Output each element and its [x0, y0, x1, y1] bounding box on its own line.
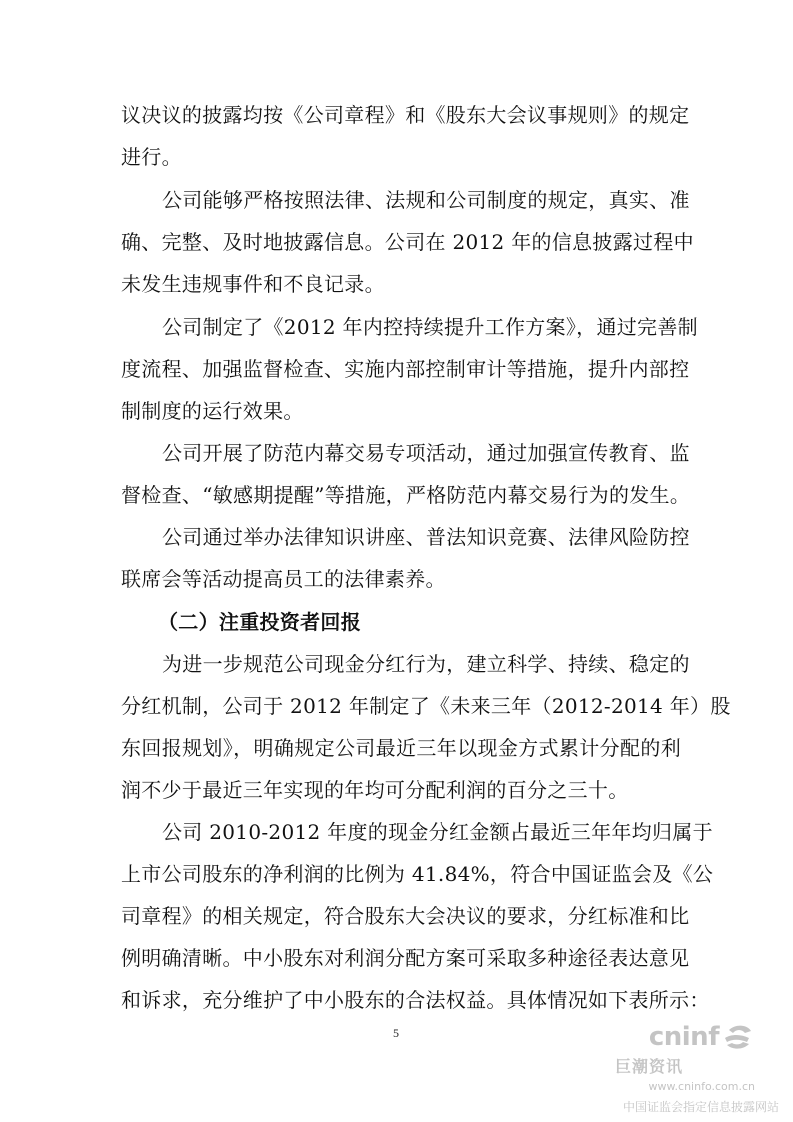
- paragraph-line: 为进一步规范公司现金分红行为，建立科学、持续、稳定的: [162, 652, 690, 676]
- paragraph-line: 未发生违规事件和不良记录。: [121, 272, 385, 296]
- watermark-brand: cninf: [648, 1022, 719, 1052]
- paragraph-line: 上市公司股东的净利润的比例为 41.84%，符合中国证监会及《公: [121, 862, 714, 886]
- paragraph-line: 东回报规划》，明确规定公司最近三年以现金方式累计分配的利: [121, 736, 681, 760]
- paragraph-line: 联席会等活动提高员工的法律素养。: [121, 567, 446, 591]
- watermark-logo: [649, 1022, 755, 1052]
- watermark-brand-cn: 巨潮资讯: [614, 1057, 683, 1076]
- paragraph-line: 议决议的披露均按《公司章程》和《股东大会议事规则》的规定: [121, 103, 690, 127]
- paragraph-line: 分红机制，公司于 2012 年制定了《未来三年（2012-2014 年）股: [121, 694, 731, 718]
- paragraph-line: 度流程、加强监督检查、实施内部控制审计等措施，提升内部控: [121, 357, 690, 381]
- paragraph-line: 司章程》的相关规定，符合股东大会决议的要求，分红标准和比: [121, 904, 690, 928]
- paragraph-line: 督检查、“敏感期提醒”等措施，严格防范内幕交易行为的发生。: [121, 483, 691, 507]
- paragraph-line: 公司通过举办法律知识讲座、普法知识竞赛、法律风险防控: [162, 525, 690, 549]
- section-heading: （二）注重投资者回报: [158, 610, 361, 634]
- paragraph-line: 润不少于最近三年实现的年均可分配利润的百分之三十。: [121, 778, 629, 802]
- paragraph-line: 制制度的运行效果。: [121, 399, 304, 423]
- cninfo-logo-icon: [721, 1022, 755, 1052]
- page-number: 5: [393, 1026, 399, 1040]
- watermark-url: www.cninfo.com.cn: [648, 1080, 755, 1093]
- paragraph-line: 进行。: [121, 145, 182, 169]
- paragraph-line: 公司开展了防范内幕交易专项活动，通过加强宣传教育、监: [162, 441, 690, 465]
- paragraph-line: 公司 2010-2012 年度的现金分红金额占最近三年年均归属于: [162, 820, 713, 844]
- paragraph-line: 和诉求，充分维护了中小股东的合法权益。具体情况如下表所示：: [121, 988, 710, 1012]
- watermark-tagline: 中国证监会指定信息披露网站: [622, 1100, 779, 1114]
- paragraph-line: 例明确清晰。中小股东对利润分配方案可采取多种途径表达意见: [121, 946, 690, 970]
- paragraph-line: 确、完整、及时地披露信息。公司在 2012 年的信息披露过程中: [121, 230, 694, 254]
- paragraph-line: 公司能够严格按照法律、法规和公司制度的规定，真实、准: [162, 188, 690, 212]
- paragraph-line: 公司制定了《2012 年内控持续提升工作方案》，通过完善制: [162, 315, 698, 339]
- cninfo-watermark: [579, 1022, 779, 1122]
